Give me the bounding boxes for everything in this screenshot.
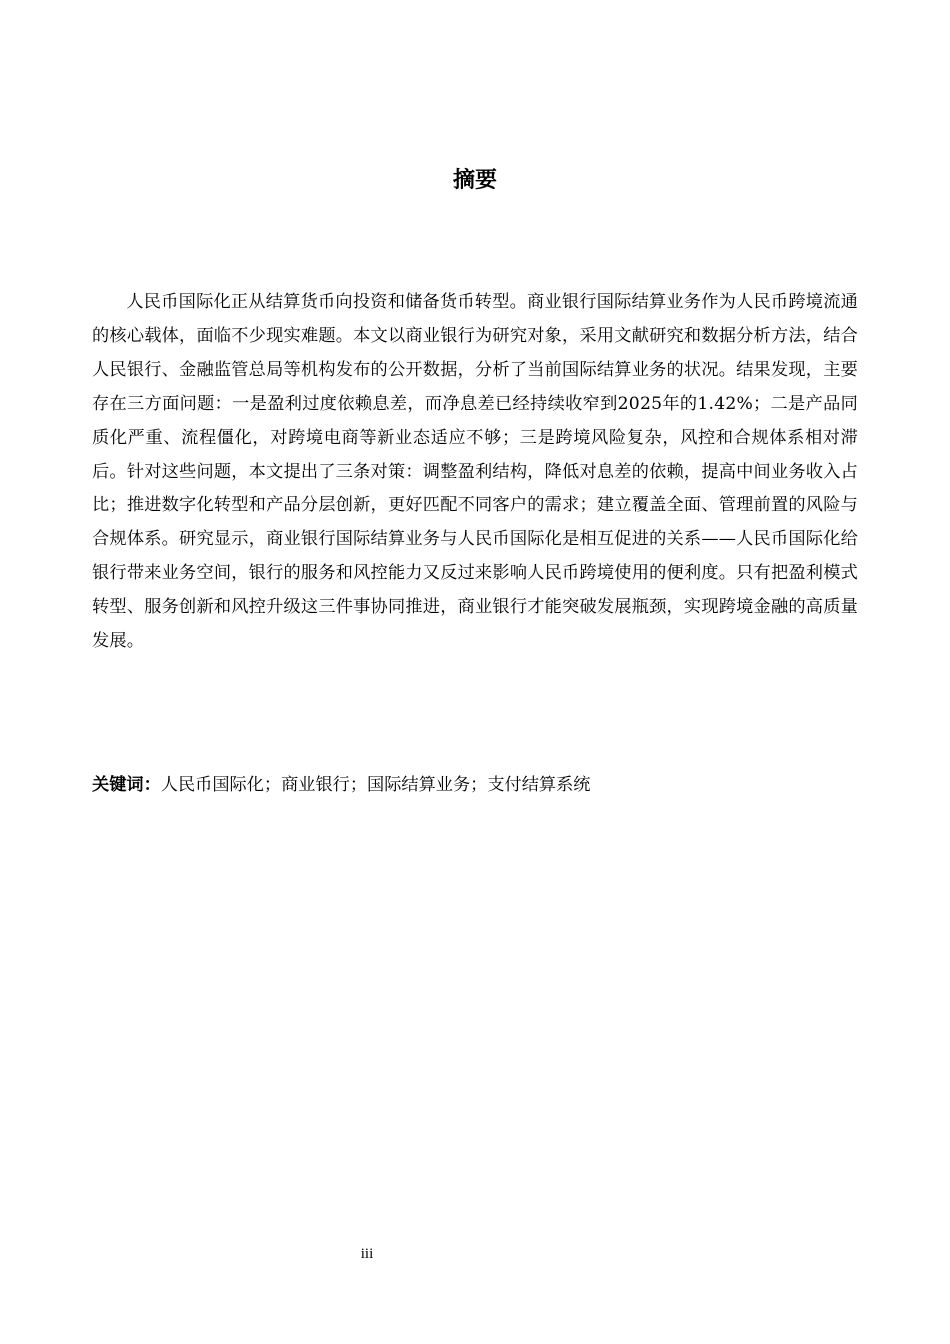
keywords-line [92, 769, 858, 801]
keywords-text: 人民币国际化；商业银行；国际结算业务；支付结算系统 [160, 775, 591, 795]
page-number: iii [360, 1246, 374, 1262]
abstract-paragraph: 人民币国际化正从结算货币向投资和储备货币转型。商业银行国际结算业务作为人民币跨境流通的核心载体，面临不少现实难题。本文以商业银行为研究对象，采用文献研究和数据分析方法，结合人民银行、金融监管总局等机构发布的公开数据，分析了当前国际结算业务的状况。结果发现，主要存在三方面问题：一是盈利过度依赖息差，而净息差已经持续收窄到2025年的1.42%；二是产品同质化严重、流程僵化，对跨境电商等新业态适应不够；三是跨境风险复杂，风控和合规体系相对滞后。针对这些问题，本文提出了三条对策：调整盈利结构，降低对息差的依赖，提高中间业务收入占比；推进数字化转型和产品分层创新，更好匹配不同客户的需求；建立覆盖全面、管理前置的风险与合规体系。研究显示，商业银行国际结算业务与人民币国际化是相互促进的关系——人民币国际化给银行带来业务空间，银行的服务和风控能力又反过来影响人民币跨境使用的便利度。只有把盈利模式转型、服务创新和风控升级这三件事协同推进，商业银行才能突破发展瓶颈，实现跨境金融的高质量发展。 [92, 292, 858, 652]
keywords-label: 关键词： [92, 775, 161, 795]
page-title: 摘要 [452, 168, 497, 193]
